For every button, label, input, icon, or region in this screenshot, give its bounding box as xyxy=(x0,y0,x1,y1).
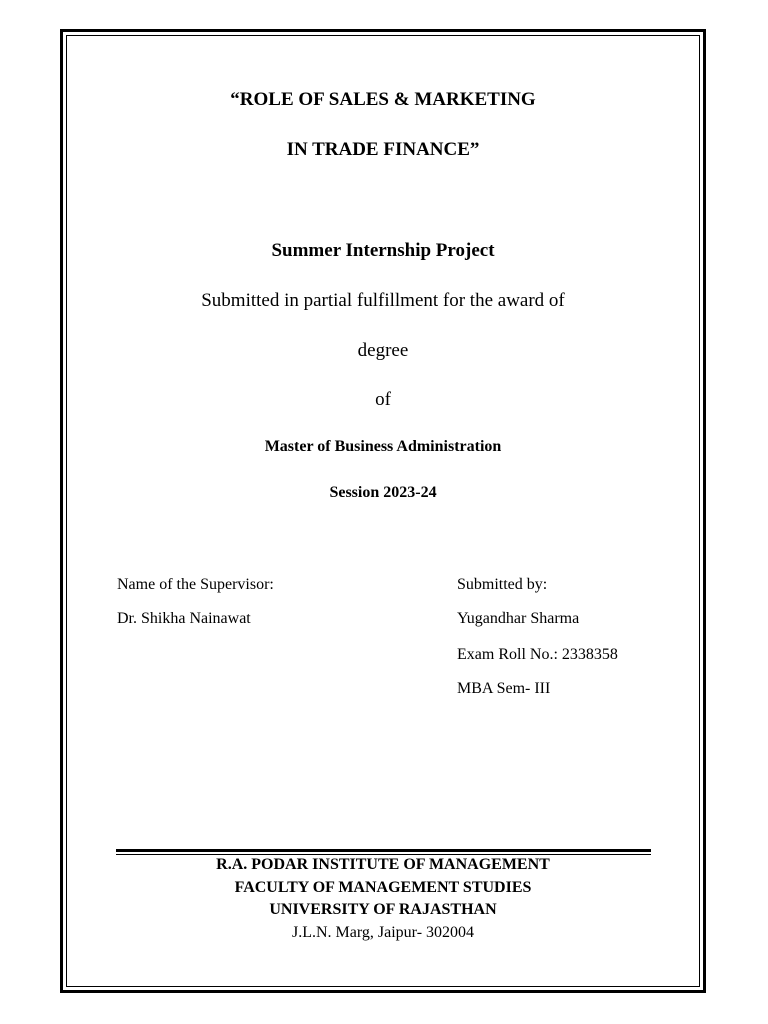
institution-line-1: R.A. PODAR INSTITUTE OF MANAGEMENT xyxy=(216,856,550,873)
title-line-1: “ROLE OF SALES & MARKETING xyxy=(230,89,536,110)
institution-address: J.L.N. Marg, Jaipur- 302004 xyxy=(291,924,475,941)
submitted-by-label: Submitted by: xyxy=(457,576,548,593)
submitter-name: Yugandhar Sharma xyxy=(457,610,580,627)
footer-divider-thin xyxy=(116,854,651,855)
footer-divider-thick xyxy=(116,849,651,852)
project-heading: Summer Internship Project xyxy=(271,240,495,261)
title-line-2: IN TRADE FINANCE” xyxy=(286,139,480,160)
statement-line-3: of xyxy=(375,389,391,410)
session: Session 2023-24 xyxy=(329,484,437,501)
page-border-inner xyxy=(66,35,700,987)
supervisor-label: Name of the Supervisor: xyxy=(117,576,274,593)
institution-line-2: FACULTY OF MANAGEMENT STUDIES xyxy=(234,879,532,896)
semester: MBA Sem- III xyxy=(457,680,551,697)
degree-name: Master of Business Administration xyxy=(264,438,502,455)
institution-line-3: UNIVERSITY OF RAJASTHAN xyxy=(269,901,497,918)
statement-line-1: Submitted in partial fulfillment for the award of xyxy=(201,290,565,311)
supervisor-name: Dr. Shikha Nainawat xyxy=(117,610,251,627)
statement-line-2: degree xyxy=(357,340,409,361)
exam-roll-number: Exam Roll No.: 2338358 xyxy=(457,646,618,663)
